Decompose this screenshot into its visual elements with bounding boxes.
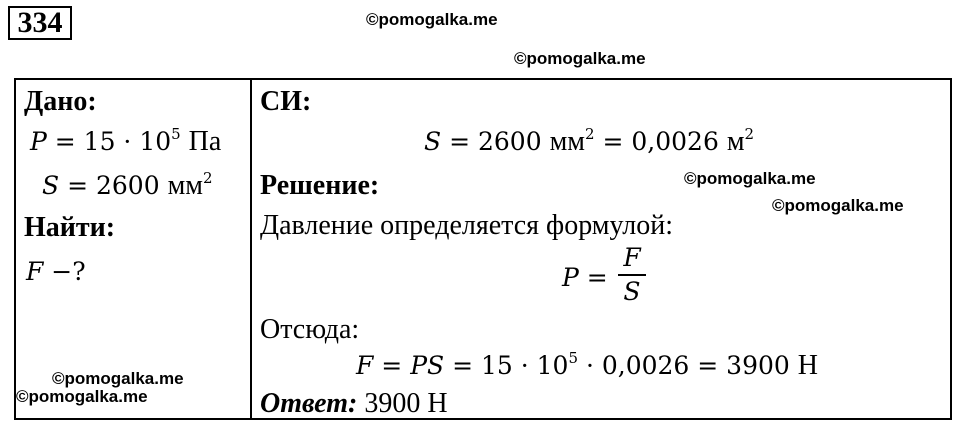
given-pressure: $P = 15 \cdot 10^5$ Па xyxy=(30,125,222,157)
solution-text-hence: Отсюда: xyxy=(260,314,360,345)
si-conversion: S = 2600 $мм^2 = 0,0026$ $м^2$ xyxy=(424,125,755,157)
si-heading: СИ: xyxy=(260,86,312,117)
answer-value: 3900 Н xyxy=(364,388,448,419)
given-heading: Дано: xyxy=(24,86,97,117)
find-value: F −? xyxy=(26,257,86,286)
watermark: ©pomogalka.me xyxy=(772,196,904,215)
column-divider xyxy=(250,78,252,420)
problem-number: 334 xyxy=(8,6,72,40)
find-heading: Найти: xyxy=(24,212,116,243)
formula-numerator: F xyxy=(623,243,641,272)
solution-text-pressure: Давление определяется формулой: xyxy=(260,210,673,241)
watermark: ©pomogalka.me xyxy=(684,169,816,188)
formula-fraction xyxy=(618,244,646,306)
answer-label: Ответ: xyxy=(260,388,358,419)
watermark: ©pomogalka.me xyxy=(514,49,646,68)
formula-denominator: S xyxy=(623,277,641,306)
calculation: F = PS = $15 \cdot 10^5 \cdot 0,0026 = 3900$ Н xyxy=(356,349,818,381)
watermark: ©pomogalka.me xyxy=(16,387,148,406)
solution-heading: Решение: xyxy=(260,170,380,201)
answer xyxy=(260,388,448,420)
watermark: ©pomogalka.me xyxy=(52,369,184,388)
watermark: ©pomogalka.me xyxy=(366,10,498,29)
formula-lhs: P = xyxy=(562,263,608,292)
given-area: S = 2600 $мм^2$ xyxy=(42,169,213,201)
fraction-bar xyxy=(618,274,646,276)
